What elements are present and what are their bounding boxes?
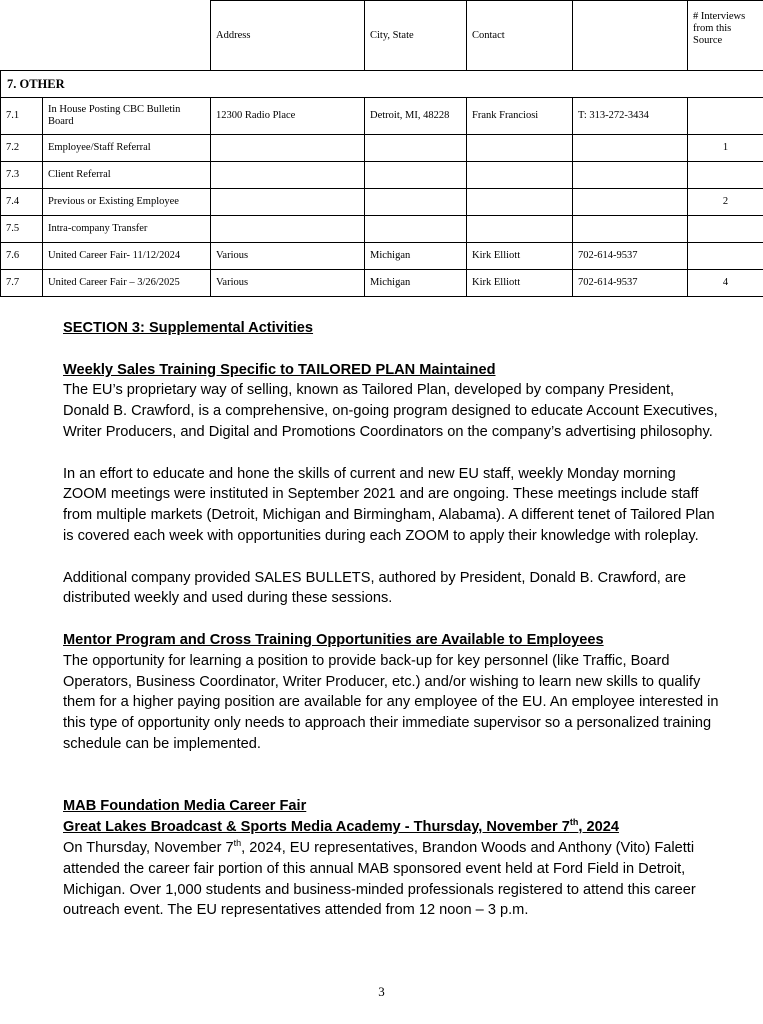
row-source: United Career Fair- 11/12/2024 xyxy=(43,243,211,270)
weekly-training-paragraph-2: In an effort to educate and hone the skills of current and new EU staff, weekly Monday morning ZOOM meetings were instituted in September 2021 and are ongoing. These meetings include staff from multiple markets (Detroit, Michigan and Birmingham, Alabama). A different tenet of Tailored Plan is covered each week with opportunities during each ZOOM to apply their knowledge with roleplay. xyxy=(63,465,715,544)
row-city xyxy=(365,162,467,189)
mab-career-fair-paragraph xyxy=(63,838,723,921)
row-city: Michigan xyxy=(365,243,467,270)
row-count: 1 xyxy=(688,135,763,162)
row-address xyxy=(211,162,365,189)
row-number: 7.1 xyxy=(1,98,43,135)
recruitment-source-table xyxy=(0,0,763,297)
row-number: 7.4 xyxy=(1,189,43,216)
table-row xyxy=(1,135,763,162)
section-title: 7. OTHER xyxy=(1,71,763,98)
paragraph-start: On Thursday, November 7 xyxy=(63,839,234,856)
row-count xyxy=(688,216,763,243)
header-address: Address xyxy=(211,1,365,71)
row-contact xyxy=(467,189,573,216)
header-blank-num xyxy=(1,1,43,71)
row-phone: 702-614-9537 xyxy=(573,243,688,270)
row-address xyxy=(211,189,365,216)
header-contact: Contact xyxy=(467,1,573,71)
mab-career-fair-subheading xyxy=(63,817,723,838)
row-number: 7.5 xyxy=(1,216,43,243)
row-source: United Career Fair – 3/26/2025 xyxy=(43,270,211,297)
row-phone: 702-614-9537 xyxy=(573,270,688,297)
section-3-content xyxy=(63,318,723,921)
table-header-row xyxy=(1,1,763,71)
row-source: Intra-company Transfer xyxy=(43,216,211,243)
row-count xyxy=(688,98,763,135)
row-count xyxy=(688,243,763,270)
table-row xyxy=(1,98,763,135)
row-phone: T: 313-272-3434 xyxy=(573,98,688,135)
row-city: Detroit, MI, 48228 xyxy=(365,98,467,135)
mab-career-fair-heading: MAB Foundation Media Career Fair xyxy=(63,798,307,815)
row-contact xyxy=(467,162,573,189)
row-address: Various xyxy=(211,270,365,297)
paragraph-ordinal: th xyxy=(233,838,242,849)
row-city xyxy=(365,216,467,243)
row-source: Employee/Staff Referral xyxy=(43,135,211,162)
row-city xyxy=(365,135,467,162)
mentor-program-paragraph: The opportunity for learning a position to provide back-up for key personnel (like Traffic, Board Operators, Business Coordinator, Writer Producer, etc.) and/or wishing to learn new skills to qualify them for a higher paying position are available for any employee of the EU. An employee interested in this type of opportunity only needs to approach their immediate supervisor so a personalized training schedule can be implemented. xyxy=(63,652,719,752)
row-number: 7.2 xyxy=(1,135,43,162)
table-row xyxy=(1,189,763,216)
row-contact: Kirk Elliott xyxy=(467,270,573,297)
row-phone xyxy=(573,189,688,216)
row-address: Various xyxy=(211,243,365,270)
subheading-text: Great Lakes Broadcast & Sports Media Academy - Thursday, November 7 xyxy=(63,819,570,836)
row-contact xyxy=(467,216,573,243)
weekly-training-heading: Weekly Sales Training Specific to TAILORED PLAN Maintained xyxy=(63,361,496,378)
page-number: 3 xyxy=(378,984,385,999)
subheading-ordinal: th xyxy=(569,817,579,828)
row-city: Michigan xyxy=(365,270,467,297)
row-number: 7.6 xyxy=(1,243,43,270)
header-blank-source xyxy=(43,1,211,71)
mentor-program-heading: Mentor Program and Cross Training Opportunities are Available to Employees xyxy=(63,631,604,648)
header-interviews: # Interviews from this Source xyxy=(688,1,763,71)
row-contact xyxy=(467,135,573,162)
row-count xyxy=(688,162,763,189)
row-number: 7.3 xyxy=(1,162,43,189)
row-number: 7.7 xyxy=(1,270,43,297)
row-address xyxy=(211,216,365,243)
row-count: 2 xyxy=(688,189,763,216)
subheading-year: , 2024 xyxy=(578,819,619,836)
header-phone xyxy=(573,1,688,71)
row-address xyxy=(211,135,365,162)
row-source: In House Posting CBC Bulletin Board xyxy=(43,98,211,135)
row-phone xyxy=(573,135,688,162)
weekly-training-paragraph-1: The EU’s proprietary way of selling, known as Tailored Plan, developed by company President, Donald B. Crawford, is a comprehensive, on-going program designed to educate Account Executives, Writer Producers, and Digital and Promotions Coordinators on the company’s advertising philosophy. xyxy=(63,382,718,440)
section-3-title: SECTION 3: Supplemental Activities xyxy=(63,320,314,336)
weekly-training-paragraph-3: Additional company provided SALES BULLETS, authored by President, Donald B. Crawford, are distributed weekly and used during these sessions. xyxy=(63,569,687,607)
paragraph-rest: , 2024, EU representatives, Brandon Woods and Anthony (Vito) Faletti attended the career fair portion of this annual MAB sponsored event held at Ford Field in Detroit, Michigan. Over 1,000 students and business-minded professionals registered to attend this career outreach event. The EU representatives attended from 12 noon – 3 p.m. xyxy=(63,839,696,919)
table-row xyxy=(1,162,763,189)
row-phone xyxy=(573,216,688,243)
table-row xyxy=(1,243,763,270)
row-source: Previous or Existing Employee xyxy=(43,189,211,216)
table-row xyxy=(1,270,763,297)
row-contact: Frank Franciosi xyxy=(467,98,573,135)
row-contact: Kirk Elliott xyxy=(467,243,573,270)
row-phone xyxy=(573,162,688,189)
table-row xyxy=(1,216,763,243)
section-row xyxy=(1,71,763,98)
header-city-state: City, State xyxy=(365,1,467,71)
row-count: 4 xyxy=(688,270,763,297)
row-address: 12300 Radio Place xyxy=(211,98,365,135)
row-city xyxy=(365,189,467,216)
row-source: Client Referral xyxy=(43,162,211,189)
